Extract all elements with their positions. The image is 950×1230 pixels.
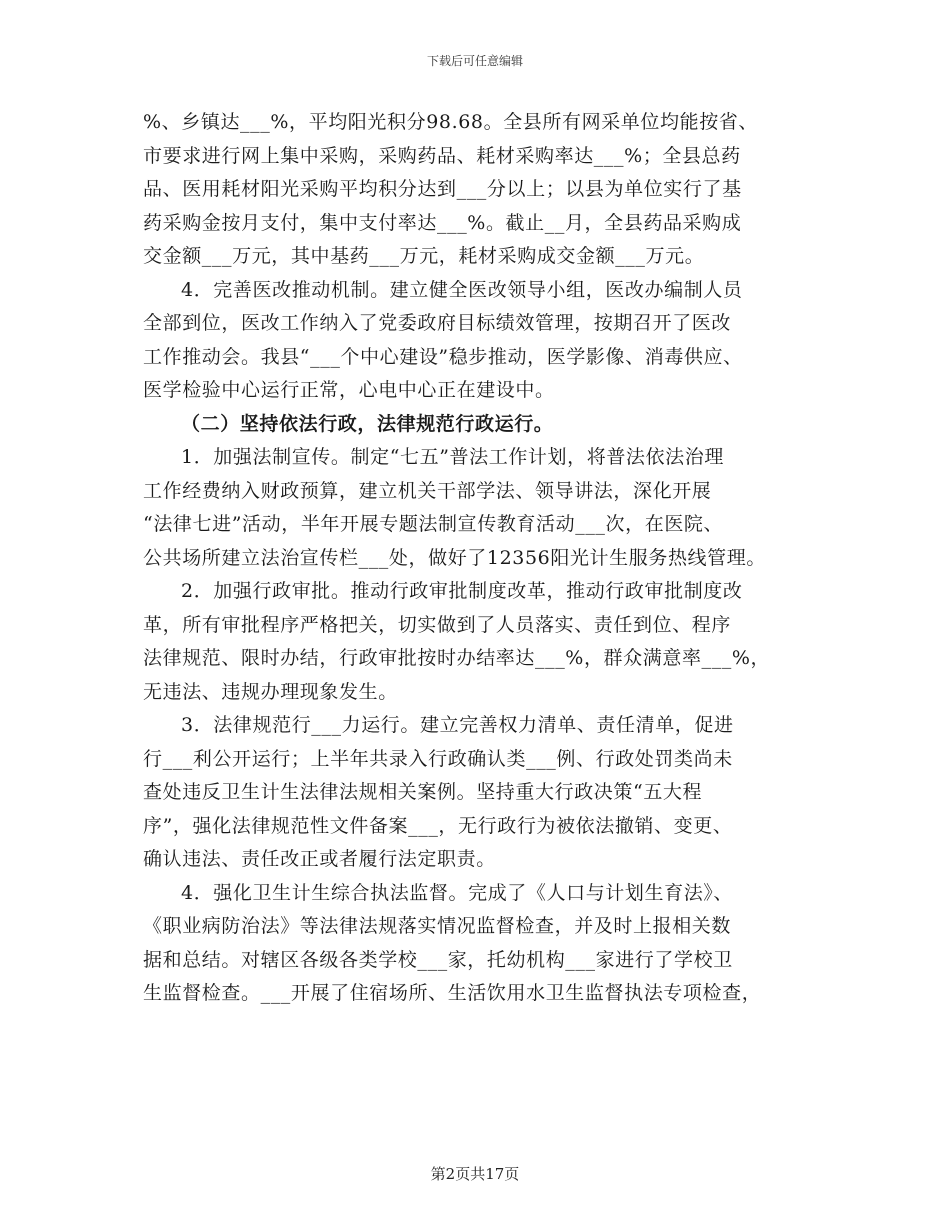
paragraph — [143, 441, 815, 575]
text-line: 革，所有审批程序严格把关，切实做到了人员落实、责任到位、程序 — [143, 613, 732, 636]
text-line: 市要求进行网上集中采购，采购药品、耗材采购率达___%；全县总药 — [143, 144, 741, 167]
text-line: 交金额___万元，其中基药___万元，耗材采购成交金额___万元。 — [143, 245, 705, 267]
text-line: 《职业病防治法》等法律法规落实情况监督检查，并及时上报相关数 — [143, 915, 732, 937]
text-line: 序”，强化法律规范性文件备案___，无行政行为被依法撤销、变更、 — [143, 814, 733, 837]
text-line: 全部到位，医改工作纳入了党委政府目标绩效管理，按期召开了医改 — [143, 312, 732, 334]
page-footer: 第2页共17页 — [430, 1165, 520, 1183]
text-line: 4．强化卫生计生综合执法监督。完成了《人口与计划生育法》、 — [181, 881, 733, 904]
text-line: %、乡镇达___%，平均阳光积分98.68。全县所有网采单位均能按省、 — [143, 111, 759, 133]
paragraph — [143, 274, 815, 408]
text-line: 2．加强行政审批。推动行政审批制度改革，推动行政审批制度改 — [181, 580, 743, 602]
text-line: 确认违法、责任改正或者履行法定职责。 — [143, 848, 496, 870]
text-line: 公共场所建立法治宣传栏___处，做好了12356阳光计生服务热线管理。 — [143, 546, 766, 569]
text-line: 法律规范、限时办结，行政审批按时办结率达___%，群众满意率___%， — [143, 647, 771, 669]
text-line: 1．加强法制宣传。制定“七五”普法工作计划，将普法依法治理 — [181, 446, 724, 468]
text-line: 行___利公开运行；上半年共录入行政确认类___例、行政处罚类尚未 — [143, 747, 733, 770]
paragraph — [143, 709, 815, 877]
text-line: 查处违反卫生计生法律法规相关案例。坚持重大行政决策“五大程 — [143, 781, 703, 803]
text-line: 3．法律规范行___力运行。建立完善权力清单、责任清单，促进 — [181, 714, 734, 736]
page-header: 下载后可任意编辑 — [426, 54, 523, 68]
document-body — [143, 106, 815, 1011]
paragraph — [143, 877, 815, 1011]
text-line: 品、医用耗材阳光采购平均积分达到___分以上；以县为单位实行了基 — [143, 178, 742, 200]
text-line: 4．完善医改推动机制。建立健全医改领导小组，医改办编制人员 — [181, 278, 743, 301]
text-line: 工作经费纳入财政预算，建立机关干部学法、领导讲法，深化开展 — [143, 479, 712, 502]
paragraph — [143, 575, 815, 709]
text-line: 工作推动会。我县“___个中心建设”稳步推动，医学影像、消毒供应、 — [143, 345, 743, 368]
text-line: 无违法、违规办理现象发生。 — [143, 680, 398, 703]
text-line: 据和总结。对辖区各级各类学校___家，托幼机构___家进行了学校卫 — [143, 948, 733, 971]
text-line: “法律七进”活动，半年开展专题法制宣传教育活动___次，在医院、 — [143, 513, 724, 535]
text-line: 医学检验中心运行正常，心电中心正在建设中。 — [143, 379, 555, 401]
text-line: （二）坚持依法行政，法律规范行政运行。 — [181, 412, 554, 435]
text-line: 生监督检查。___开展了住宿场所、生活饮用水卫生监督执法专项检查， — [143, 982, 762, 1004]
paragraph — [143, 106, 815, 274]
section-heading — [143, 408, 815, 442]
text-line: 药采购金按月支付，集中支付率达___%。截止__月，全县药品采购成 — [143, 211, 742, 234]
